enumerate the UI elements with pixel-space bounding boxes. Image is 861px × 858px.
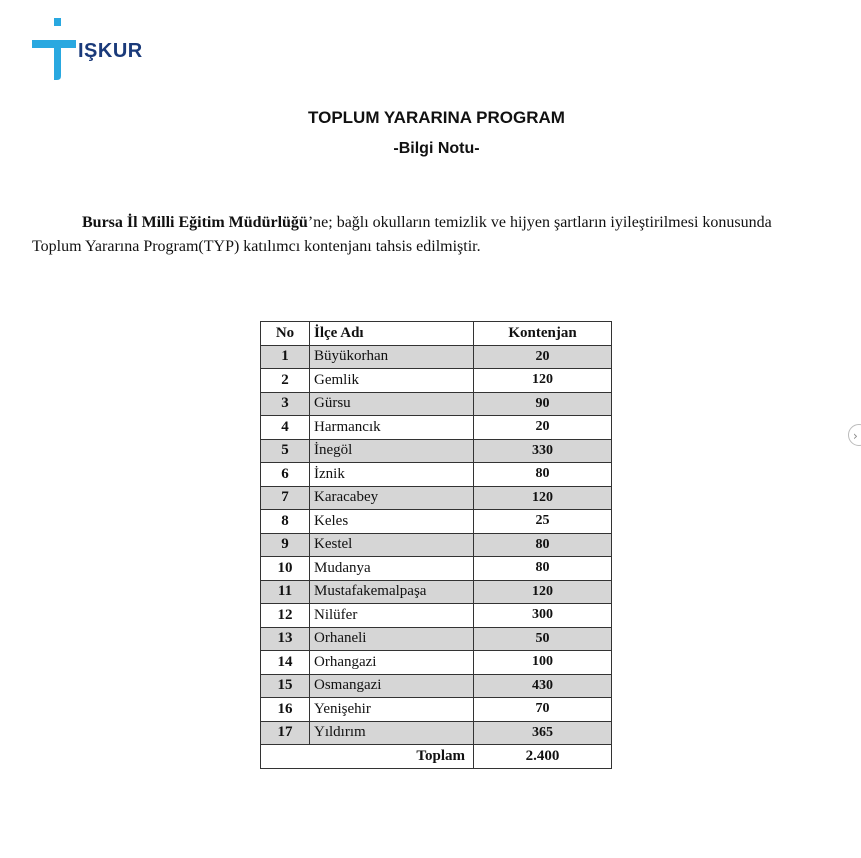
row-district: Orhaneli — [310, 627, 474, 651]
row-district: Keles — [310, 510, 474, 534]
table-total-row — [261, 745, 612, 769]
row-quota: 365 — [474, 721, 612, 745]
row-no: 10 — [261, 557, 310, 581]
iskur-logo-icon — [32, 18, 76, 82]
table-row — [261, 721, 612, 745]
row-quota: 50 — [474, 627, 612, 651]
table-row — [261, 557, 612, 581]
row-district: Yenişehir — [310, 698, 474, 722]
table-row — [261, 698, 612, 722]
row-quota: 90 — [474, 392, 612, 416]
table-row — [261, 392, 612, 416]
row-no: 4 — [261, 416, 310, 440]
row-no: 6 — [261, 463, 310, 487]
row-no: 11 — [261, 580, 310, 604]
row-district: Gürsu — [310, 392, 474, 416]
row-no: 14 — [261, 651, 310, 675]
row-quota: 120 — [474, 486, 612, 510]
table-row — [261, 674, 612, 698]
table-row — [261, 486, 612, 510]
row-district: Orhangazi — [310, 651, 474, 675]
row-quota: 20 — [474, 345, 612, 369]
table-row — [261, 369, 612, 393]
row-district: Karacabey — [310, 486, 474, 510]
row-no: 3 — [261, 392, 310, 416]
chevron-right-icon[interactable]: › — [848, 424, 861, 446]
header-no: No — [261, 322, 310, 346]
table-row — [261, 533, 612, 557]
row-no: 13 — [261, 627, 310, 651]
header-quota: Kontenjan — [474, 322, 612, 346]
table-row — [261, 627, 612, 651]
table-header-row — [261, 322, 612, 346]
row-no: 17 — [261, 721, 310, 745]
logo-text: IŞKUR — [78, 40, 143, 62]
row-quota: 80 — [474, 533, 612, 557]
row-no: 1 — [261, 345, 310, 369]
table-row — [261, 416, 612, 440]
intro-text: ’ne; bağlı okulların temizlik ve hijyen şartların iyileştirilmesi konusunda Toplum Yararına Program(TYP) katılımcı kontenjanı tahsis edilmiştir. — [32, 214, 772, 255]
row-district: Yıldırım — [310, 721, 474, 745]
document-title: TOPLUM YARARINA PROGRAM — [308, 108, 565, 127]
row-district: Mudanya — [310, 557, 474, 581]
table-row — [261, 463, 612, 487]
row-district: İznik — [310, 463, 474, 487]
row-quota: 80 — [474, 463, 612, 487]
row-no: 7 — [261, 486, 310, 510]
table-row — [261, 651, 612, 675]
table-row — [261, 439, 612, 463]
row-district: Osmangazi — [310, 674, 474, 698]
iskur-logo — [32, 18, 162, 82]
total-value: 2.400 — [474, 745, 612, 769]
row-no: 5 — [261, 439, 310, 463]
row-no: 16 — [261, 698, 310, 722]
row-no: 12 — [261, 604, 310, 628]
row-district: Büyükorhan — [310, 345, 474, 369]
table-row — [261, 604, 612, 628]
row-district: Mustafakemalpaşa — [310, 580, 474, 604]
table-row — [261, 510, 612, 534]
row-no: 9 — [261, 533, 310, 557]
row-quota: 120 — [474, 580, 612, 604]
row-district: Harmancık — [310, 416, 474, 440]
total-label: Toplam — [261, 745, 474, 769]
row-no: 2 — [261, 369, 310, 393]
table-row — [261, 580, 612, 604]
document-subtitle: -Bilgi Notu- — [393, 140, 480, 157]
row-no: 15 — [261, 674, 310, 698]
row-quota: 20 — [474, 416, 612, 440]
table-row — [261, 345, 612, 369]
row-district: Gemlik — [310, 369, 474, 393]
row-district: İnegöl — [310, 439, 474, 463]
row-quota: 100 — [474, 651, 612, 675]
row-quota: 300 — [474, 604, 612, 628]
row-quota: 120 — [474, 369, 612, 393]
row-quota: 25 — [474, 510, 612, 534]
row-district: Nilüfer — [310, 604, 474, 628]
row-district: Kestel — [310, 533, 474, 557]
row-quota: 70 — [474, 698, 612, 722]
header-district: İlçe Adı — [310, 322, 474, 346]
row-no: 8 — [261, 510, 310, 534]
row-quota: 330 — [474, 439, 612, 463]
quota-table — [260, 321, 612, 769]
intro-institution: Bursa İl Milli Eğitim Müdürlüğü — [82, 214, 308, 231]
intro-paragraph — [32, 211, 792, 259]
row-quota: 80 — [474, 557, 612, 581]
row-quota: 430 — [474, 674, 612, 698]
